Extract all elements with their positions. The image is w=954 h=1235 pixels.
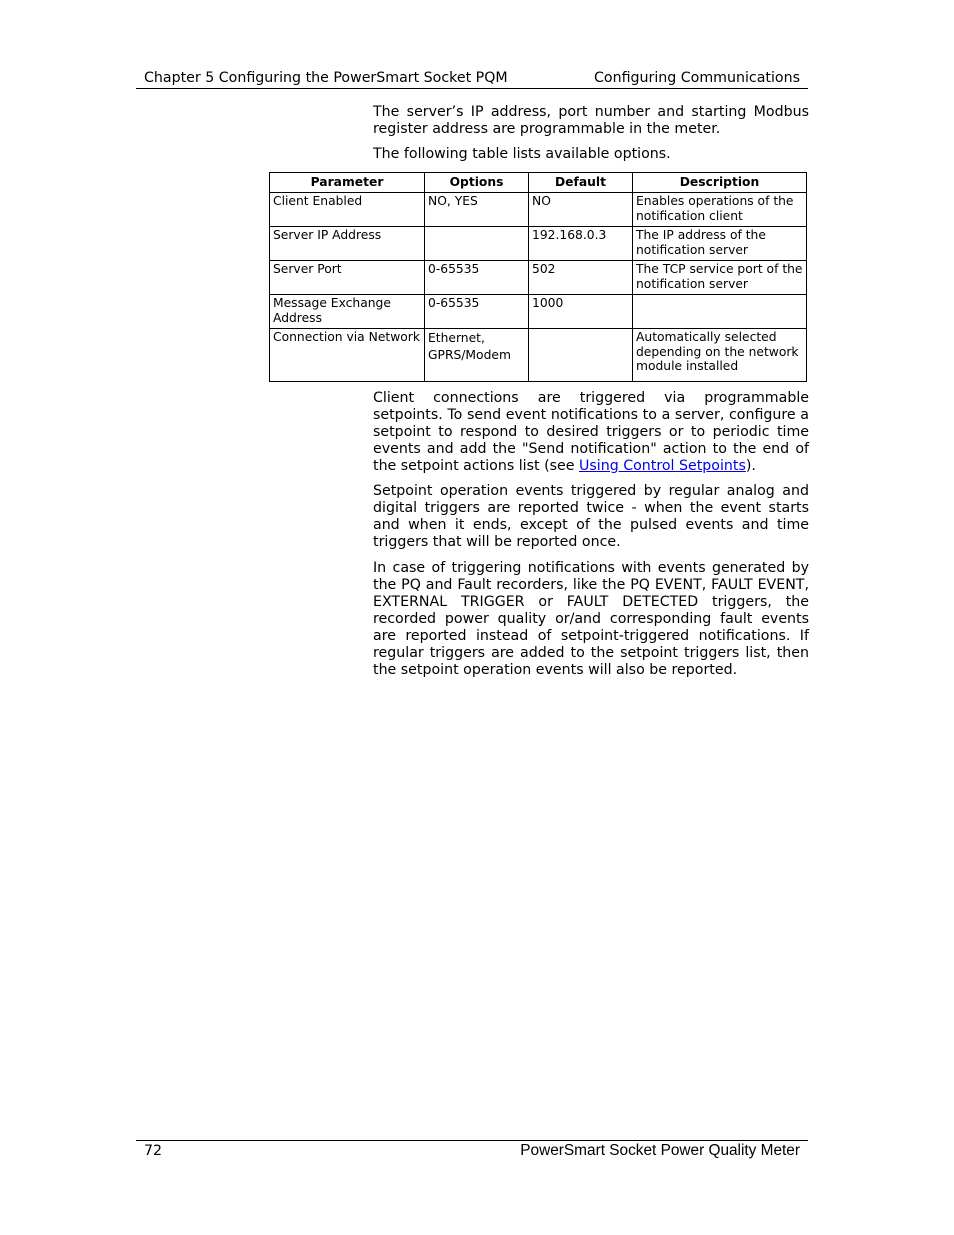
- table-row: [270, 261, 807, 295]
- cell-parameter: Connection via Network: [270, 329, 425, 382]
- cell-options: 0-65535: [425, 261, 529, 295]
- table-row: [270, 193, 807, 227]
- cell-parameter: Client Enabled: [270, 193, 425, 227]
- using-control-setpoints-link[interactable]: Using Control Setpoints: [578, 458, 746, 474]
- cell-default: 1000: [529, 295, 633, 329]
- cell-options: NO, YES: [425, 193, 529, 227]
- chapter-title: Chapter 5 Configuring the PowerSmart Socket PQM: [144, 70, 508, 86]
- page-number: 72: [144, 1143, 163, 1159]
- cell-description: Enables operations of the notification client: [633, 193, 807, 227]
- page-footer: [136, 1140, 808, 1161]
- operation-events-paragraph: Setpoint operation events triggered by regular analog and digital triggers are reported twice - when the event starts and when it ends, except of the pulsed events and time triggers that will be reported once.: [373, 483, 809, 550]
- table-header-row: [270, 173, 807, 193]
- intro-paragraph: The server’s IP address, port number and starting Modbus register address are programmable in the meter.: [373, 104, 809, 137]
- setpoints-text-end: ).: [745, 458, 756, 474]
- table-row: [270, 329, 807, 382]
- cell-description: The TCP service port of the notification server: [633, 261, 807, 295]
- table-row: [270, 295, 807, 329]
- recorder-events-paragraph: In case of triggering notifications with events generated by the PQ and Fault recorders, like the PQ EVENT, FAULT EVENT, EXTERNAL TRIGGER or FAULT DETECTED triggers, the recorded power quality or/and corresponding fault events are reported instead of setpoint-triggered notifications. If regular triggers are added to the setpoint triggers list, then the setpoint operation events will also be reported.: [373, 560, 809, 678]
- cell-parameter: Message Exchange Address: [270, 295, 425, 329]
- cell-description: [633, 295, 807, 329]
- setpoints-paragraph: [373, 390, 809, 475]
- table-row: [270, 227, 807, 261]
- cell-options: Ethernet, GPRS/Modem: [425, 329, 529, 382]
- table-intro-paragraph: The following table lists available options.: [373, 146, 671, 162]
- cell-default: [529, 329, 633, 382]
- cell-options: [425, 227, 529, 261]
- document-title: PowerSmart Socket Power Quality Meter: [520, 1142, 800, 1159]
- cell-parameter: Server IP Address: [270, 227, 425, 261]
- section-title: Configuring Communications: [593, 70, 800, 86]
- column-header-description: Description: [633, 173, 807, 193]
- cell-description: Automatically selected depending on the network module installed: [633, 329, 807, 382]
- cell-options: 0-65535: [425, 295, 529, 329]
- cell-description: The IP address of the notification server: [633, 227, 807, 261]
- page-header: [136, 69, 808, 89]
- column-header-default: Default: [529, 173, 633, 193]
- setpoints-text-start: Client connections are triggered via programmable setpoints. To send event notifications to a server, configure a setpoint to respond to desired triggers or to periodic time events and add the "Send notification" action to the end of the setpoint actions list (see: [373, 390, 809, 474]
- column-header-options: Options: [425, 173, 529, 193]
- cell-default: NO: [529, 193, 633, 227]
- cell-parameter: Server Port: [270, 261, 425, 295]
- column-header-parameter: Parameter: [270, 173, 425, 193]
- cell-default: 502: [529, 261, 633, 295]
- options-table: [269, 172, 807, 382]
- cell-default: 192.168.0.3: [529, 227, 633, 261]
